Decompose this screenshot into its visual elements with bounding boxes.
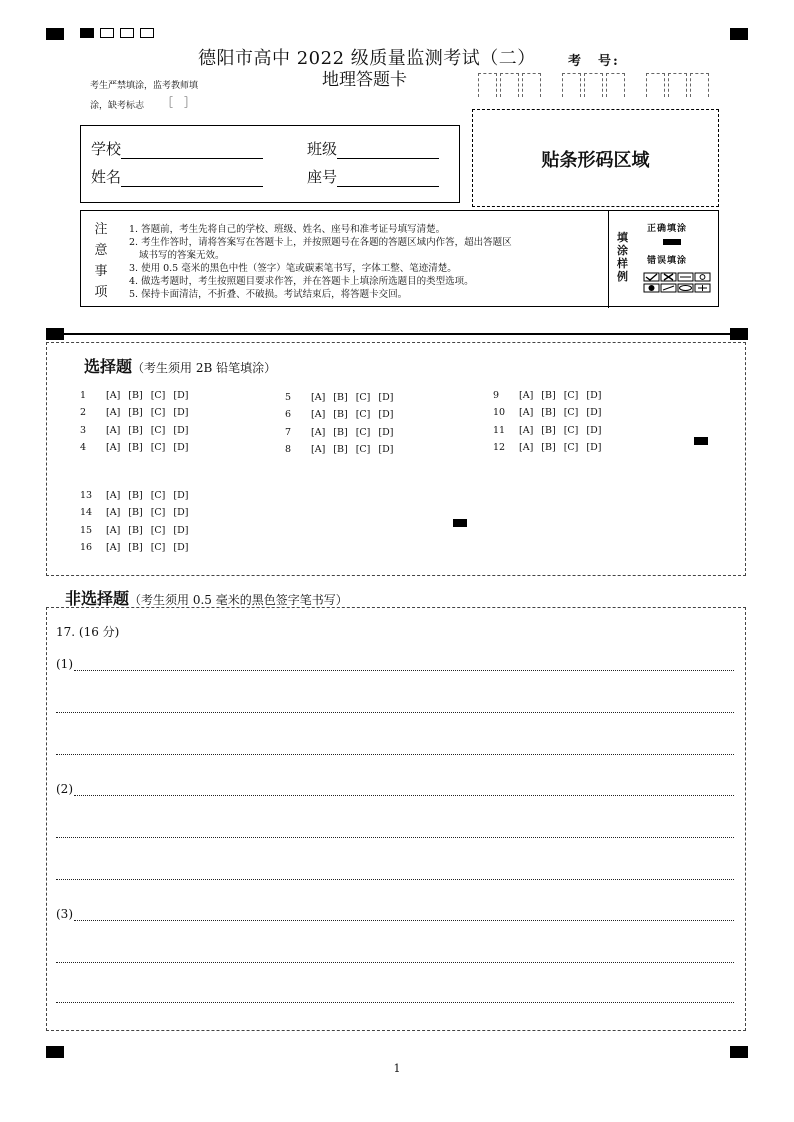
answer-bubble[interactable]: [C]	[150, 424, 166, 436]
answer-bubble[interactable]: [C]	[150, 407, 166, 419]
question-number: 8	[285, 443, 292, 455]
school-label: 学校	[91, 140, 122, 158]
timing-mark-empty	[140, 28, 154, 38]
notes-box	[80, 210, 719, 307]
answer-bubble[interactable]: [B]	[128, 490, 143, 501]
timing-mark-filled	[80, 28, 94, 38]
answer-line[interactable]	[74, 795, 734, 796]
answer-bubble[interactable]: [C]	[355, 392, 371, 403]
note-item: 3. 使用 0.5 毫米的黑色中性（签字）笔或碳素笔书写，字体工整、笔迹清楚。	[129, 263, 457, 274]
answer-line[interactable]	[74, 920, 734, 921]
choice-question-row	[80, 390, 196, 401]
choice-question-row	[80, 425, 196, 436]
answer-bubble[interactable]: [B]	[128, 541, 143, 553]
answer-line[interactable]	[56, 879, 734, 880]
wrong-fill-label: 错误填涂	[647, 256, 688, 266]
answer-bubble[interactable]: [D]	[173, 390, 189, 401]
answer-bubble[interactable]: [A]	[519, 407, 534, 419]
answer-bubble[interactable]: [B]	[541, 407, 556, 419]
choice-question-row	[80, 490, 196, 501]
school-field[interactable]	[91, 138, 263, 159]
page-number: 1	[393, 1062, 401, 1075]
answer-bubble[interactable]: [C]	[563, 407, 579, 419]
answer-bubble[interactable]: [C]	[150, 541, 166, 553]
question-number: 10	[493, 407, 506, 419]
answer-bubble[interactable]: [C]	[150, 524, 166, 536]
class-field[interactable]	[307, 138, 439, 159]
choice-question-row	[493, 425, 609, 436]
answer-bubble[interactable]: [B]	[128, 424, 143, 436]
name-field[interactable]	[91, 166, 263, 187]
answer-bubble[interactable]: [C]	[150, 441, 166, 453]
answer-bubble[interactable]: [A]	[106, 441, 121, 453]
answer-bubble[interactable]: [A]	[311, 443, 326, 455]
note-item: 域书写的答案无效。	[139, 250, 225, 261]
answer-bubble[interactable]: [B]	[541, 424, 556, 436]
barcode-area[interactable]	[472, 109, 719, 207]
answer-bubble[interactable]: [D]	[378, 443, 394, 455]
choice-question-row	[285, 427, 401, 438]
answer-bubble[interactable]: [D]	[173, 424, 189, 436]
answer-bubble[interactable]: [B]	[333, 443, 348, 455]
nonchoice-section-title: 非选择题（考生须用 0.5 毫米的黑色签字笔书写）	[65, 589, 348, 608]
answer-bubble[interactable]: [B]	[128, 390, 143, 401]
choice-question-row	[285, 444, 401, 455]
answer-bubble[interactable]: [C]	[150, 490, 166, 501]
answer-bubble[interactable]: [D]	[378, 426, 394, 438]
answer-bubble[interactable]: [D]	[586, 390, 602, 401]
wrong-fill-samples-icon	[643, 272, 711, 294]
corner-mark-top-right	[730, 28, 748, 40]
student-info-box	[80, 125, 460, 203]
answer-bubble[interactable]: [B]	[333, 409, 348, 421]
question-number: 16	[80, 541, 93, 553]
choice-question-row	[493, 407, 609, 418]
exam-subject-title: 地理答题卡	[322, 70, 407, 90]
part-label: (3)	[56, 907, 73, 921]
answer-bubble[interactable]: [A]	[519, 441, 534, 453]
answer-bubble[interactable]: [D]	[586, 407, 602, 419]
choice-question-row	[285, 392, 401, 403]
class-label: 班级	[307, 140, 338, 158]
exam-title: 德阳市高中 2022 级质量监测考试（二）	[198, 48, 536, 69]
corner-mark-top-left	[46, 28, 64, 40]
choice-section	[46, 342, 746, 576]
question-number: 12	[493, 441, 506, 453]
question-17-title: 17. (16 分)	[56, 625, 120, 639]
note-item: 1. 答题前，考生先将自己的学校、班级、姓名、座号和准考证号填写清楚。	[129, 224, 446, 235]
answer-bubble[interactable]: [B]	[128, 441, 143, 453]
answer-bubble[interactable]: [D]	[586, 424, 602, 436]
answer-bubble[interactable]: [B]	[541, 390, 556, 401]
corner-mark-mid-right	[730, 328, 748, 340]
section-divider	[52, 333, 732, 335]
answer-bubble[interactable]: [A]	[106, 407, 121, 419]
exam-number-label: 考 号:	[568, 54, 620, 69]
seat-label: 座号	[307, 168, 338, 186]
question-number: 7	[285, 426, 292, 438]
answer-bubble[interactable]: [D]	[173, 407, 189, 419]
answer-bubble[interactable]: [A]	[106, 507, 121, 519]
choice-question-row	[285, 409, 401, 420]
choice-question-row	[493, 390, 609, 401]
answer-bubble[interactable]: [C]	[563, 441, 579, 453]
fill-sample-label: 填 涂 样 例	[617, 231, 628, 283]
answer-bubble[interactable]: [B]	[541, 441, 556, 453]
absent-warning-line2: 涂，缺考标志	[90, 101, 145, 111]
answer-bubble[interactable]: [D]	[173, 441, 189, 453]
answer-bubble[interactable]: [A]	[106, 390, 121, 401]
answer-bubble[interactable]: [A]	[106, 524, 121, 536]
answer-bubble[interactable]: [B]	[128, 524, 143, 536]
answer-bubble[interactable]: [C]	[355, 443, 371, 455]
question-number: 4	[80, 441, 87, 453]
answer-bubble[interactable]: [A]	[311, 426, 326, 438]
answer-bubble[interactable]: [D]	[173, 541, 189, 553]
answer-line[interactable]	[74, 670, 734, 671]
choice-question-row	[80, 542, 196, 553]
question-number: 5	[285, 392, 292, 403]
barcode-label: 贴条形码区域	[541, 150, 650, 171]
choice-question-row	[493, 442, 609, 453]
timing-mark-empty	[120, 28, 134, 38]
answer-line[interactable]	[56, 712, 734, 713]
answer-line[interactable]	[56, 754, 734, 755]
name-label: 姓名	[91, 168, 122, 186]
answer-bubble[interactable]: [B]	[333, 426, 348, 438]
answer-bubble[interactable]: [A]	[311, 409, 326, 421]
answer-bubble[interactable]: [D]	[173, 507, 189, 519]
timing-mark-empty	[100, 28, 114, 38]
seat-field[interactable]	[307, 166, 439, 187]
answer-bubble[interactable]: [D]	[586, 441, 602, 453]
question-number: 1	[80, 390, 87, 401]
answer-bubble[interactable]: [C]	[150, 507, 166, 519]
part-label: (1)	[56, 657, 73, 671]
question-number: 2	[80, 407, 87, 419]
fill-sample-box	[608, 211, 720, 308]
answer-line[interactable]	[56, 1002, 734, 1003]
choice-question-row	[80, 507, 196, 518]
answer-bubble[interactable]: [C]	[355, 426, 371, 438]
answer-bubble[interactable]: [A]	[311, 392, 326, 403]
question-number: 13	[80, 490, 93, 501]
correct-fill-sample	[663, 239, 681, 245]
question-number: 14	[80, 507, 93, 519]
answer-bubble[interactable]: [D]	[378, 409, 394, 421]
timing-mark	[453, 519, 467, 527]
answer-line[interactable]	[56, 837, 734, 838]
answer-bubble[interactable]: [D]	[173, 490, 189, 501]
answer-bubble[interactable]: [C]	[563, 390, 579, 401]
absent-mark-box[interactable]: ［ ］	[162, 96, 195, 109]
choice-question-row	[80, 525, 196, 536]
answer-line[interactable]	[56, 962, 734, 963]
answer-bubble[interactable]: [D]	[173, 524, 189, 536]
question-number: 11	[493, 424, 506, 436]
question-number: 3	[80, 424, 87, 436]
note-item: 2. 考生作答时，请将答案写在答题卡上，并按照题号在各题的答题区域内作答，超出答题区	[129, 237, 512, 248]
answer-bubble[interactable]: [A]	[519, 424, 534, 436]
question-number: 15	[80, 524, 93, 536]
answer-bubble[interactable]: [C]	[150, 390, 166, 401]
answer-bubble[interactable]: [C]	[355, 409, 371, 421]
correct-fill-label: 正确填涂	[647, 224, 688, 234]
part-label: (2)	[56, 782, 73, 796]
answer-bubble[interactable]: [A]	[106, 424, 121, 436]
note-item: 5. 保持卡面清洁，不折叠、不破损。考试结束后，将答题卡交回。	[129, 289, 408, 300]
choice-section-title: 选择题（考生须用 2B 铅笔填涂）	[84, 357, 277, 376]
answer-bubble[interactable]: [B]	[128, 407, 143, 419]
answer-bubble[interactable]: [A]	[106, 490, 121, 501]
exam-number-grid[interactable]	[478, 73, 710, 97]
notes-label: 注 意 事 项	[94, 222, 108, 300]
choice-question-row	[80, 407, 196, 418]
choice-question-row	[80, 442, 196, 453]
answer-bubble[interactable]: [B]	[128, 507, 143, 519]
answer-bubble[interactable]: [C]	[563, 424, 579, 436]
absent-warning-line1: 考生严禁填涂，监考教师填	[90, 81, 199, 91]
question-number: 9	[493, 390, 500, 401]
note-item: 4. 做选考题时，考生按照题目要求作答，并在答题卡上填涂所选题目的类型选项。	[129, 276, 474, 287]
corner-mark-bottom-left	[46, 1046, 64, 1058]
answer-bubble[interactable]: [A]	[519, 390, 534, 401]
corner-mark-bottom-right	[730, 1046, 748, 1058]
answer-bubble[interactable]: [D]	[378, 392, 394, 403]
question-number: 6	[285, 409, 292, 421]
timing-mark	[694, 437, 708, 445]
answer-bubble[interactable]: [B]	[333, 392, 348, 403]
answer-bubble[interactable]: [A]	[106, 541, 121, 553]
